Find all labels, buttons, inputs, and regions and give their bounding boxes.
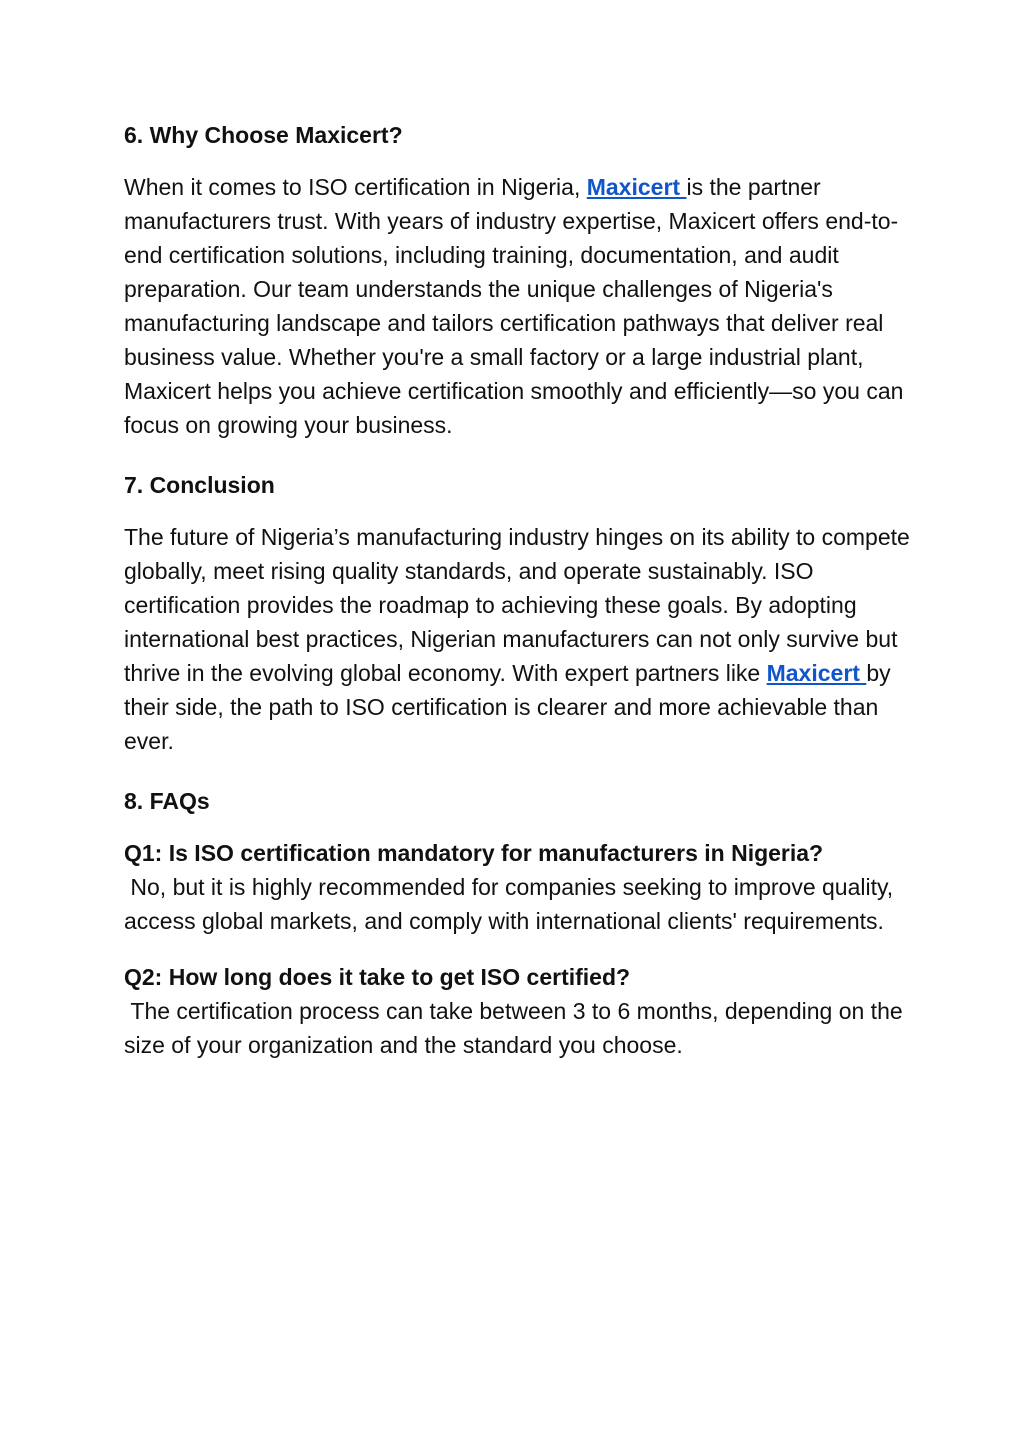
document-page: [124, 118, 914, 1062]
faq-item: [124, 960, 914, 1062]
faq-answer: The certification process can take between 3 to 6 months, depending on the size of your organization and the standard you choose.: [124, 998, 910, 1058]
section-heading-faqs: 8. FAQs: [124, 788, 210, 814]
maxicert-link[interactable]: Maxicert: [586, 174, 687, 200]
conclusion-text-end: by their side, the path to ISO certification is clearer and more achievable than ever.: [124, 660, 891, 754]
why-choose-text-start: When it comes to ISO certification in Nigeria,: [124, 174, 587, 200]
faq-question: Q1: Is ISO certification mandatory for manufacturers in Nigeria?: [124, 840, 824, 866]
faq-answer: No, but it is highly recommended for companies seeking to improve quality, access global markets, and comply with international clients' requirements.: [124, 874, 900, 934]
maxicert-link[interactable]: Maxicert: [766, 660, 867, 686]
faq-question: Q2: How long does it take to get ISO certified?: [124, 964, 631, 990]
faq-item: [124, 836, 914, 938]
why-choose-paragraph: [124, 170, 914, 442]
section-heading-why-choose: 6. Why Choose Maxicert?: [124, 122, 403, 148]
conclusion-paragraph: [124, 520, 914, 758]
why-choose-text-end: is the partner manufacturers trust. With years of industry expertise, Maxicert offers end-to-end certification solutions, including training, documentation, and audit preparation. Our team understands the unique challenges of Nigeria's manufacturing landscape and tailors certification pathways that deliver real business value. Whether you're a small factory or a large industrial plant, Maxicert helps you achieve certification smoothly and efficiently—so you can focus on growing your business.: [124, 174, 904, 438]
conclusion-text-start: The future of Nigeria’s manufacturing industry hinges on its ability to compete globally, meet rising quality standards, and operate sustainably. ISO certification provides the roadmap to achieving these goals. By adopting international best practices, Nigerian manufacturers can not only survive but thrive in the evolving global economy. With expert partners like: [124, 524, 910, 686]
section-heading-conclusion: 7. Conclusion: [124, 472, 275, 498]
